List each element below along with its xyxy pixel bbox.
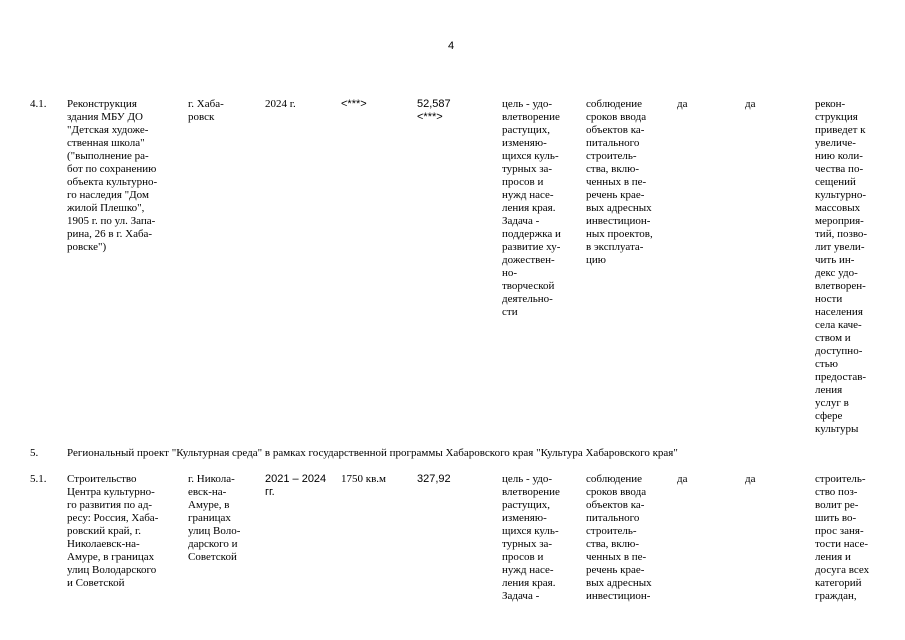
section-5-number: 5. (30, 447, 39, 459)
row-4-1-object-name: Реконструкция здания МБУ ДО "Детская художе- ственная школа" ("выполнение ра- бот по сохранению объекта культурно- го наследия "Дом жилой Плешко", 1905 г. по ул. Запа- рина, 26 в г. Хаба- ровске") (67, 98, 158, 253)
section-5-title: Региональный проект "Культурная среда" в рамках государственной программы Хабаровского края "Культура Хабаровского края" (67, 447, 678, 459)
row-4-1-flag-1: да (677, 98, 688, 110)
row-5-1-capacity: 1750 кв.м (341, 473, 386, 485)
row-4-1-effect: рекон- струкция приведет к увеличе- нию коли- чества по- сещений культурно- массовых мероприя- тий, позво- лит увели- чить ин- декс удо- влетворен- ности населения села каче- ством и доступно- стью предостав- ления услуг в сфере культуры (815, 98, 868, 435)
row-5-1-indicator: соблюдение сроков ввода объектов ка- питального строитель- ства, вклю- ченных в пе- речень крае- вых адресных инвестицион- (586, 473, 652, 602)
row-4-1-number: 4.1. (30, 98, 47, 110)
row-4-1-period: 2024 г. (265, 98, 296, 110)
row-4-1-goal: цель - удо- влетворение растущих, изменяю- щихся куль- турных за- просов и нужд насе- ления края. Задача - поддержка и развитие ху- дожествен- но- творческой деятельно- сти (502, 98, 561, 318)
row-5-1-goal: цель - удо- влетворение растущих, изменяю- щихся куль- турных за- просов и нужд насе- ления края. Задача - (502, 473, 560, 602)
row-5-1-period: 2021 – 2024 гг. (265, 473, 327, 498)
page-number: 4 (448, 40, 455, 52)
row-4-1-indicator: соблюдение сроков ввода объектов ка- питального строитель- ства, вклю- ченных в пе- речень крае- вых адресных инвестицион- ных проектов, в эксплуата- цию (586, 98, 653, 266)
row-5-1-flag-2: да (745, 473, 756, 485)
row-5-1-effect: строитель- ство поз- волит ре- шить во- прос заня- тости насе- ления и досуга всех категорий граждан, (815, 473, 870, 602)
row-5-1-location: г. Никола- евск-на- Амуре, в границах улиц Воло- дарского и Советской (188, 473, 241, 563)
row-5-1-cost: 327,92 (417, 473, 451, 485)
row-4-1-flag-2: да (745, 98, 756, 110)
row-4-1-cost: 52,587 <***> (417, 98, 451, 123)
row-5-1-object-name: Строительство Центра культурно- го развития по ад- ресу: Россия, Хаба- ровский край, г. Николаевск-на- Амуре, в границах улиц Володарского и Советской (67, 473, 159, 589)
row-5-1-flag-1: да (677, 473, 688, 485)
row-4-1-capacity: <***> (341, 98, 367, 110)
row-4-1-location: г. Хаба- ровск (188, 98, 224, 123)
row-5-1-number: 5.1. (30, 473, 47, 485)
